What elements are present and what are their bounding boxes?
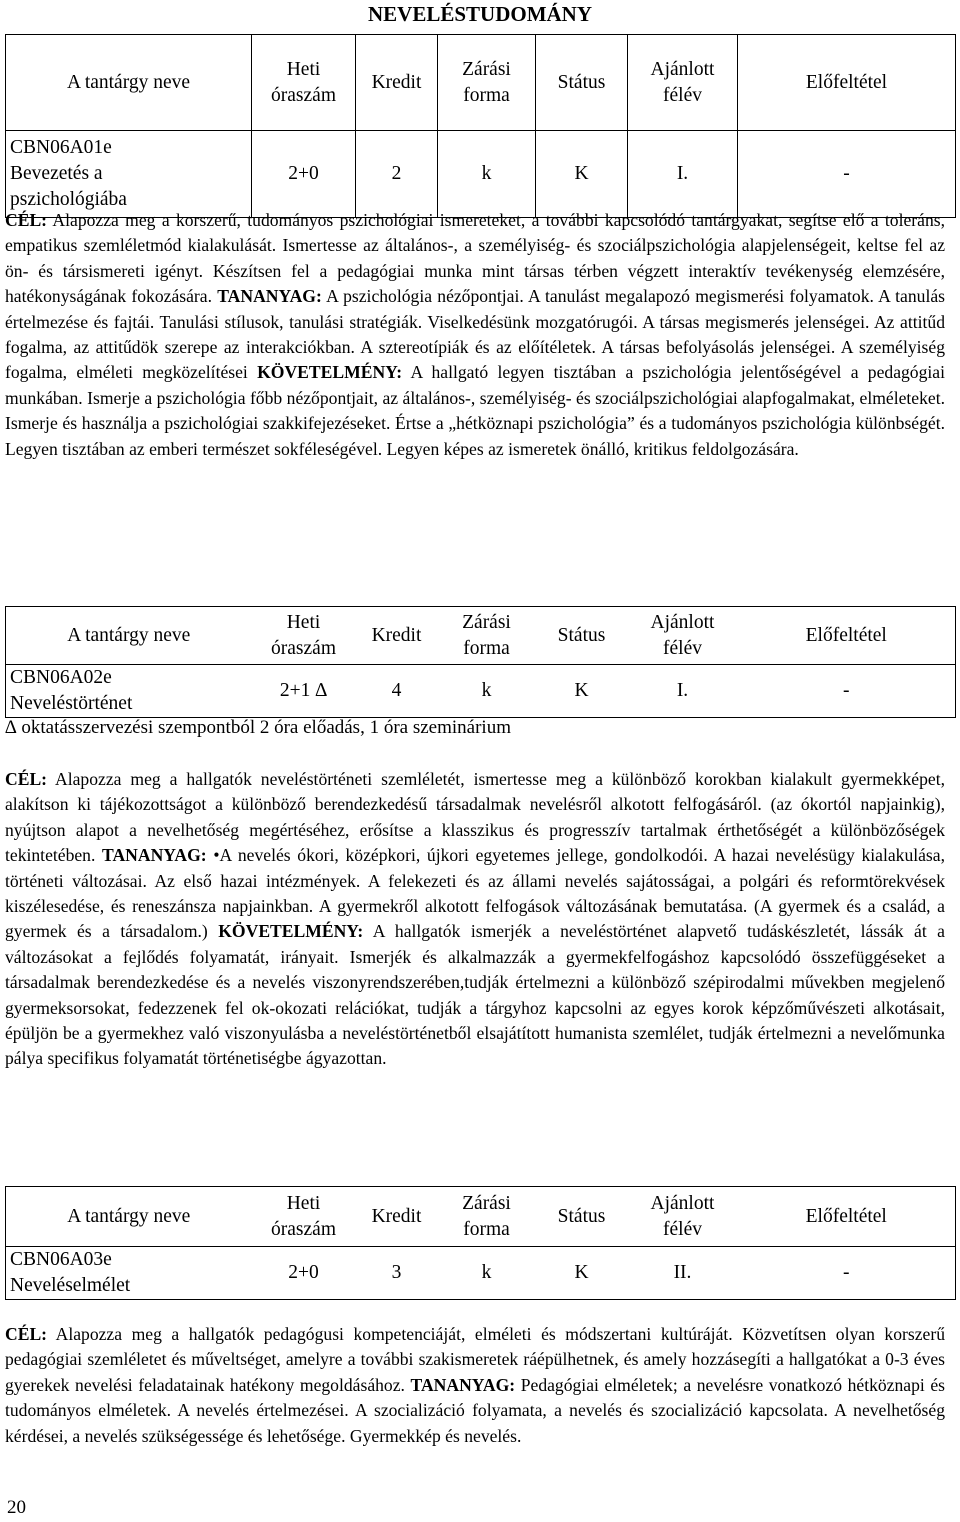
- course-name-cell: [6, 131, 252, 218]
- page-title: NEVELÉSTUDOMÁNY: [367, 2, 593, 26]
- header-prerequisite: Előfeltétel: [805, 624, 887, 646]
- course-name: Bevezetés a: [10, 163, 103, 184]
- header-weekly-hours: Heti óraszám: [252, 35, 356, 131]
- header-semester: Ajánlott félév: [650, 611, 715, 659]
- content-text: •A nevelés ókori, középkori, újkori egyetemes jellege, gondolkodói. A hazai nevelésügy kialakulása, történeti változásai. Az első hazai intézmények. A felekezeti és az állami nevelés sajátosságai, a polgári és reformtörekvések kiszélesedése, és reneszánsza napjainkban. A gyermekről alkotott felfogások változásának bemutatása. (A gyermek és a család, a gyermek és a társadalom.): [5, 845, 945, 942]
- course-credit: 3: [391, 1262, 402, 1283]
- header-prerequisite: Előfeltétel: [805, 1205, 887, 1227]
- course-name-cell: [6, 665, 252, 718]
- course-exam: k: [438, 131, 536, 218]
- header-prerequisite: Előfeltétel: [738, 35, 956, 131]
- goal-text: Alapozza meg a korszerű, tudományos pszichológiai ismereteket, a további kapcsolódó tantárgyakat, segítse elő a toleráns, empatikus szemléletmód kialakulását. Ismertesse az általános-, a személyiség- és szociálpszichológia alapjelenségeit, keltse fel az ön- és társismereti igényt. Készítsen fel a pedagógiai munka mint társas térben végzett interaktív tevékenység elemzésére, hatékonyságának fokozására.: [5, 210, 945, 307]
- course-hours: 2+1 ∆: [279, 680, 328, 701]
- header-weekly-hours: Heti óraszám: [271, 1192, 336, 1240]
- course-table-1: [5, 34, 956, 218]
- course-semester: II.: [673, 1262, 692, 1283]
- course-2-description: [5, 767, 945, 1072]
- course-code: CBN06A01e: [10, 137, 112, 158]
- course-hours: 2+0: [252, 131, 356, 218]
- header-exam-form: Zárási forma: [462, 611, 511, 659]
- goal-text: Alapozza meg a hallgatók pedagógusi kompetenciáját, elméleti és módszertani kultúráját. Közvetítsen olyan korszerű pedagógiai szemléletet és műveltséget, amelyre a további szakismeretek ráépülhetnek, és amely hozzásegíti a hallgatókat a 0-3 éves gyerekek nevelési feladatainak hatékony megoldásához.: [5, 1324, 945, 1395]
- header-credit: Kredit: [371, 624, 422, 646]
- course-hours: 2+0: [288, 1262, 319, 1283]
- goal-text: Alapozza meg a hallgatók neveléstörténeti szemléletét, ismertesse meg a különböző korokban kialakult gyermekképet, alakítson ki tájékozottságot a különböző berendezkedésű társadalmak nevelésről alkotott felfogásáról. (az ókortól napjainkig), nyújtson alapot a nevelhetőség megértéséhez, erősítse a klasszikus és progresszív tartalmak érthetőségét a különbözőségek tekintetében.: [5, 769, 945, 866]
- table-header-row: [6, 1187, 956, 1247]
- page-number: 20: [7, 1497, 26, 1518]
- content-label: TANANYAG:: [217, 286, 322, 307]
- course-semester: I.: [676, 680, 689, 701]
- course-code: CBN06A02e: [10, 667, 112, 688]
- header-credit: Kredit: [371, 1205, 422, 1227]
- content-label: TANANYAG:: [410, 1374, 516, 1395]
- goal-label: CÉL:: [5, 210, 48, 230]
- course-prereq: -: [843, 1262, 850, 1283]
- header-course-name: A tantárgy neve: [6, 35, 252, 131]
- table-header-row: [6, 607, 956, 665]
- table-header-row: [6, 35, 956, 131]
- requirement-label: KÖVETELMÉNY:: [218, 921, 364, 942]
- table-row: [6, 1247, 956, 1300]
- course-prereq: -: [738, 131, 956, 218]
- header-exam-form: Zárási forma: [462, 1192, 511, 1240]
- header-status: Státus: [557, 624, 606, 646]
- content-text: Pedagógiai elméletek; a nevelésre vonatkozó hétköznapi és tudományos elméletek. A nevelés értelmezései. A szocializáció folyamata, a nevelés és szocializáció kapcsolata. A nevelhetőség kérdései, a nevelés szükségessége és lehetősége. Gyermekkép és nevelés.: [5, 1374, 946, 1446]
- course-3-description: [5, 1322, 945, 1449]
- header-exam-form: Zárási forma: [438, 35, 536, 131]
- header-course-name: A tantárgy neve: [67, 624, 191, 646]
- course-prereq: -: [843, 680, 850, 701]
- course-credit: 4: [391, 680, 402, 701]
- content-text: A pszichológia nézőpontjai. A tanulást megalapozó megismerési folyamatok. A tanulás értelmezése és fajtái. Tanulási stílusok, tanulási stratégiák. Viselkedésünk mozgatórugói. A társas megismerés jelenségei. Az attitűd fogalma, az attitűdök szerepe az interakciókban. A sztereotípiák és az előítéletek. A társas befolyásolás jelenségei. A személyiség fogalma, elméleti megközelítései: [5, 286, 945, 383]
- requirement-text: A hallgatók ismerjék a neveléstörténet alapvető tudáskészletét, lássák át a változásokat a fejlődés folyamatát, irányait. Ismerjék és alkalmazzák a gyermekfelfogáshoz kapcsolódó összefüggéseket a társadalmak berendezkedése és a nevelés viszonyrendszerében,tudják értelmezni a különböző szépirodalmi művekben megjelenő gyermeksorsokat, fedezzenek fel ok-okozati relációkat, tudják a tárgyhoz kapcsolni az egyes korok képzőművészeti alkotásait, épüljön be a gyermekhez való viszonyulásba a neveléstörténetből elsajátított humanista szemlélet, tudják értelmezni a nevelőmunka pálya specifikus folyamatát történetiségbe ágyazottan.: [5, 921, 945, 1069]
- goal-label: CÉL:: [5, 769, 48, 789]
- content-label: TANANYAG:: [102, 845, 207, 866]
- course-name: pszichológiába: [10, 189, 127, 210]
- course-status: K: [574, 680, 589, 701]
- course-semester: I.: [628, 131, 738, 218]
- header-semester: Ajánlott félév: [628, 35, 738, 131]
- course-name-cell: [6, 1247, 252, 1300]
- course-name: Neveléstörténet: [10, 693, 133, 714]
- course-2-note: ∆ oktatásszervezési szempontból 2 óra előadás, 1 óra szeminárium: [5, 717, 511, 738]
- table-row: [6, 131, 956, 218]
- course-status: K: [574, 1262, 589, 1283]
- header-course-name: A tantárgy neve: [67, 1205, 191, 1227]
- header-weekly-hours: Heti óraszám: [271, 611, 336, 659]
- course-exam: k: [481, 1262, 492, 1283]
- goal-label: CÉL:: [5, 1324, 48, 1344]
- course-table-3: [5, 1186, 956, 1300]
- header-status: Státus: [557, 1205, 606, 1227]
- course-table-2: [5, 606, 956, 718]
- requirement-text: A hallgató legyen tisztában a pszichológia jelentőségével a pedagógiai munkában. Ismerje a pszichológia főbb nézőpontjait, az általános-, személyiség- és szociálpszichológiai alapfogalmakat, elméleteket. Ismerje és használja a pszichológiai szakkifejezéseket. Értse a „hétköznapi pszichológia” és a tudományos pszichológia különbségét. Legyen tisztában az emberi természet sokféleségével. Legyen képes az ismeretek önálló, kritikus feldolgozására.: [5, 362, 945, 459]
- course-credit: 2: [356, 131, 438, 218]
- course-code: CBN06A03e: [10, 1249, 112, 1270]
- course-name: Neveléselmélet: [10, 1275, 131, 1296]
- requirement-label: KÖVETELMÉNY:: [257, 362, 403, 383]
- course-exam: k: [481, 680, 492, 701]
- table-row: [6, 665, 956, 718]
- header-status: Státus: [536, 35, 628, 131]
- header-semester: Ajánlott félév: [650, 1192, 715, 1240]
- header-credit: Kredit: [356, 35, 438, 131]
- course-status: K: [536, 131, 628, 218]
- course-1-description: [5, 208, 945, 462]
